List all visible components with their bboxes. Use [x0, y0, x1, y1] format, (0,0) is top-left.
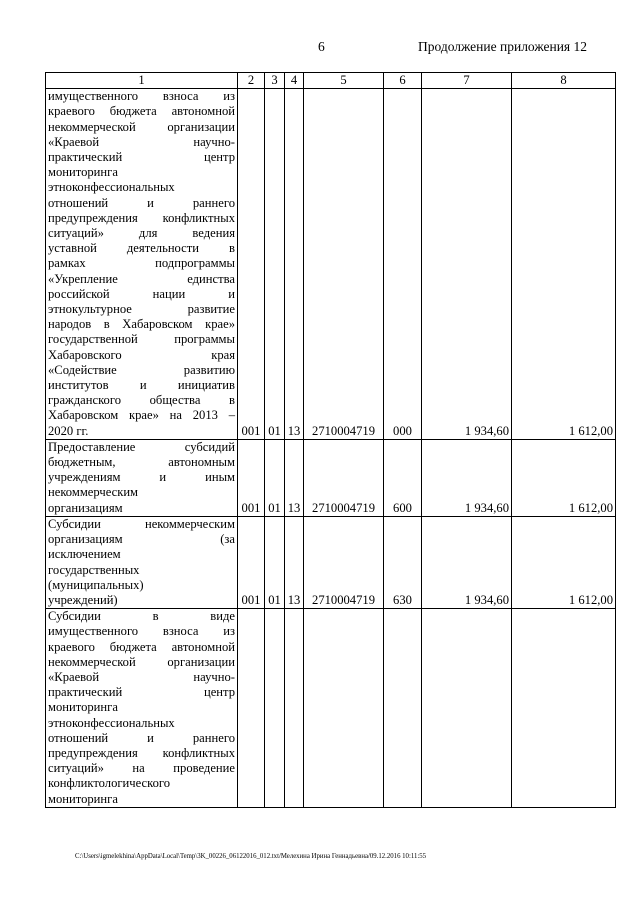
- description-line: некоммерческой организации: [48, 654, 235, 669]
- target-item-code: [304, 609, 384, 808]
- description-line: ситуаций» для ведения: [48, 226, 235, 241]
- ministry-code: [238, 609, 265, 808]
- amount-2018: 1 612,00: [512, 439, 616, 516]
- description-line: отношений и раннего: [48, 730, 235, 745]
- expense-type-code: 630: [384, 516, 422, 608]
- row-description: [46, 439, 238, 516]
- description-line: (муниципальных): [48, 577, 144, 592]
- description-line: Хабаровском крае» на 2013 –: [48, 408, 235, 423]
- description-line: учреждений): [48, 592, 118, 607]
- budget-table: [45, 72, 616, 808]
- expense-type-code: 600: [384, 439, 422, 516]
- description-line: «Содействие развитию: [48, 362, 235, 377]
- description-line: имущественного взноса из: [48, 624, 235, 639]
- table-body: [46, 89, 616, 808]
- table-row: [46, 516, 616, 608]
- description-line: гражданского общества в: [48, 393, 235, 408]
- amount-2018: [512, 609, 616, 808]
- description-line: предупреждения конфликтных: [48, 210, 235, 225]
- ministry-code: 001: [238, 89, 265, 440]
- description-line: уставной деятельности в: [48, 241, 235, 256]
- column-header-3: 3: [265, 73, 285, 89]
- row-description: [46, 516, 238, 608]
- subsection-code: [285, 609, 304, 808]
- expense-type-code: 000: [384, 89, 422, 440]
- amount-2018: 1 612,00: [512, 516, 616, 608]
- ministry-code: 001: [238, 439, 265, 516]
- target-item-code: 2710004719: [304, 439, 384, 516]
- table-row: [46, 439, 616, 516]
- description-line: российской нации и: [48, 286, 235, 301]
- table-row: [46, 89, 616, 440]
- description-line: исключением: [48, 547, 121, 562]
- description-line: «Краевой научно-: [48, 134, 235, 149]
- subsection-code: 13: [285, 89, 304, 440]
- column-header-7: 7: [422, 73, 512, 89]
- description-line: «Краевой научно-: [48, 669, 235, 684]
- description-line: рамках подпрограммы: [48, 256, 235, 271]
- description-line: краевого бюджета автономной: [48, 104, 235, 119]
- description-line: 2020 гг.: [48, 423, 89, 438]
- subsection-code: 13: [285, 516, 304, 608]
- column-header-4: 4: [285, 73, 304, 89]
- section-code: 01: [265, 516, 285, 608]
- page-number: 6: [318, 39, 325, 54]
- column-header-2: 2: [238, 73, 265, 89]
- column-header-8: 8: [512, 73, 616, 89]
- description-line: ситуаций» на проведение: [48, 761, 235, 776]
- subsection-code: 13: [285, 439, 304, 516]
- ministry-code: 001: [238, 516, 265, 608]
- description-line: практический центр: [48, 150, 235, 165]
- header-row: [46, 73, 616, 89]
- description-line: «Укрепление единства: [48, 271, 235, 286]
- description-line: некоммерческим: [48, 485, 139, 500]
- file-path-footer: C:\Users\igmelekhina\AppData\Local\Temp\3K_00226_06122016_012.txt/Мелехина Ирина Геннадьевна/09.12.2016 10:11:55: [75, 853, 427, 860]
- description-line: организациям (за: [48, 532, 235, 547]
- section-code: [265, 609, 285, 808]
- description-line: Субсидии некоммерческим: [48, 516, 235, 531]
- description-line: государственной программы: [48, 332, 235, 347]
- amount-2017: 1 934,60: [422, 439, 512, 516]
- target-item-code: 2710004719: [304, 516, 384, 608]
- amount-2017: 1 934,60: [422, 89, 512, 440]
- description-line: имущественного взноса из: [48, 89, 235, 104]
- description-line: народов в Хабаровском крае»: [48, 317, 235, 332]
- section-code: 01: [265, 89, 285, 440]
- description-line: этнокультурное развитие: [48, 302, 235, 317]
- column-header-5: 5: [304, 73, 384, 89]
- appendix-continuation-label: Продолжение приложения 12: [418, 39, 588, 54]
- description-line: мониторинга: [48, 165, 118, 180]
- description-line: некоммерческой организации: [48, 119, 235, 134]
- description-line: практический центр: [48, 685, 235, 700]
- row-description: [46, 89, 238, 440]
- description-line: Субсидии в виде: [48, 609, 235, 624]
- amount-2017: 1 934,60: [422, 516, 512, 608]
- amount-2018: 1 612,00: [512, 89, 616, 440]
- expense-type-code: [384, 609, 422, 808]
- description-line: краевого бюджета автономной: [48, 639, 235, 654]
- description-line: этноконфессиональных: [48, 180, 175, 195]
- description-line: учреждениям и иным: [48, 470, 235, 485]
- description-line: Предоставление субсидий: [48, 439, 235, 454]
- amount-2017: [422, 609, 512, 808]
- description-line: организациям: [48, 500, 123, 515]
- description-line: этноконфессиональных: [48, 715, 175, 730]
- description-line: мониторинга: [48, 791, 118, 806]
- row-description: [46, 609, 238, 808]
- table-row: [46, 609, 616, 808]
- description-line: государственных: [48, 562, 140, 577]
- section-code: 01: [265, 439, 285, 516]
- description-line: Хабаровского края: [48, 347, 235, 362]
- description-line: институтов и инициатив: [48, 378, 235, 393]
- description-line: предупреждения конфликтных: [48, 745, 235, 760]
- description-line: конфликтологического: [48, 776, 171, 791]
- column-header-6: 6: [384, 73, 422, 89]
- target-item-code: 2710004719: [304, 89, 384, 440]
- column-header-1: 1: [46, 73, 238, 89]
- description-line: мониторинга: [48, 700, 118, 715]
- description-line: отношений и раннего: [48, 195, 235, 210]
- description-line: бюджетным, автономным: [48, 455, 235, 470]
